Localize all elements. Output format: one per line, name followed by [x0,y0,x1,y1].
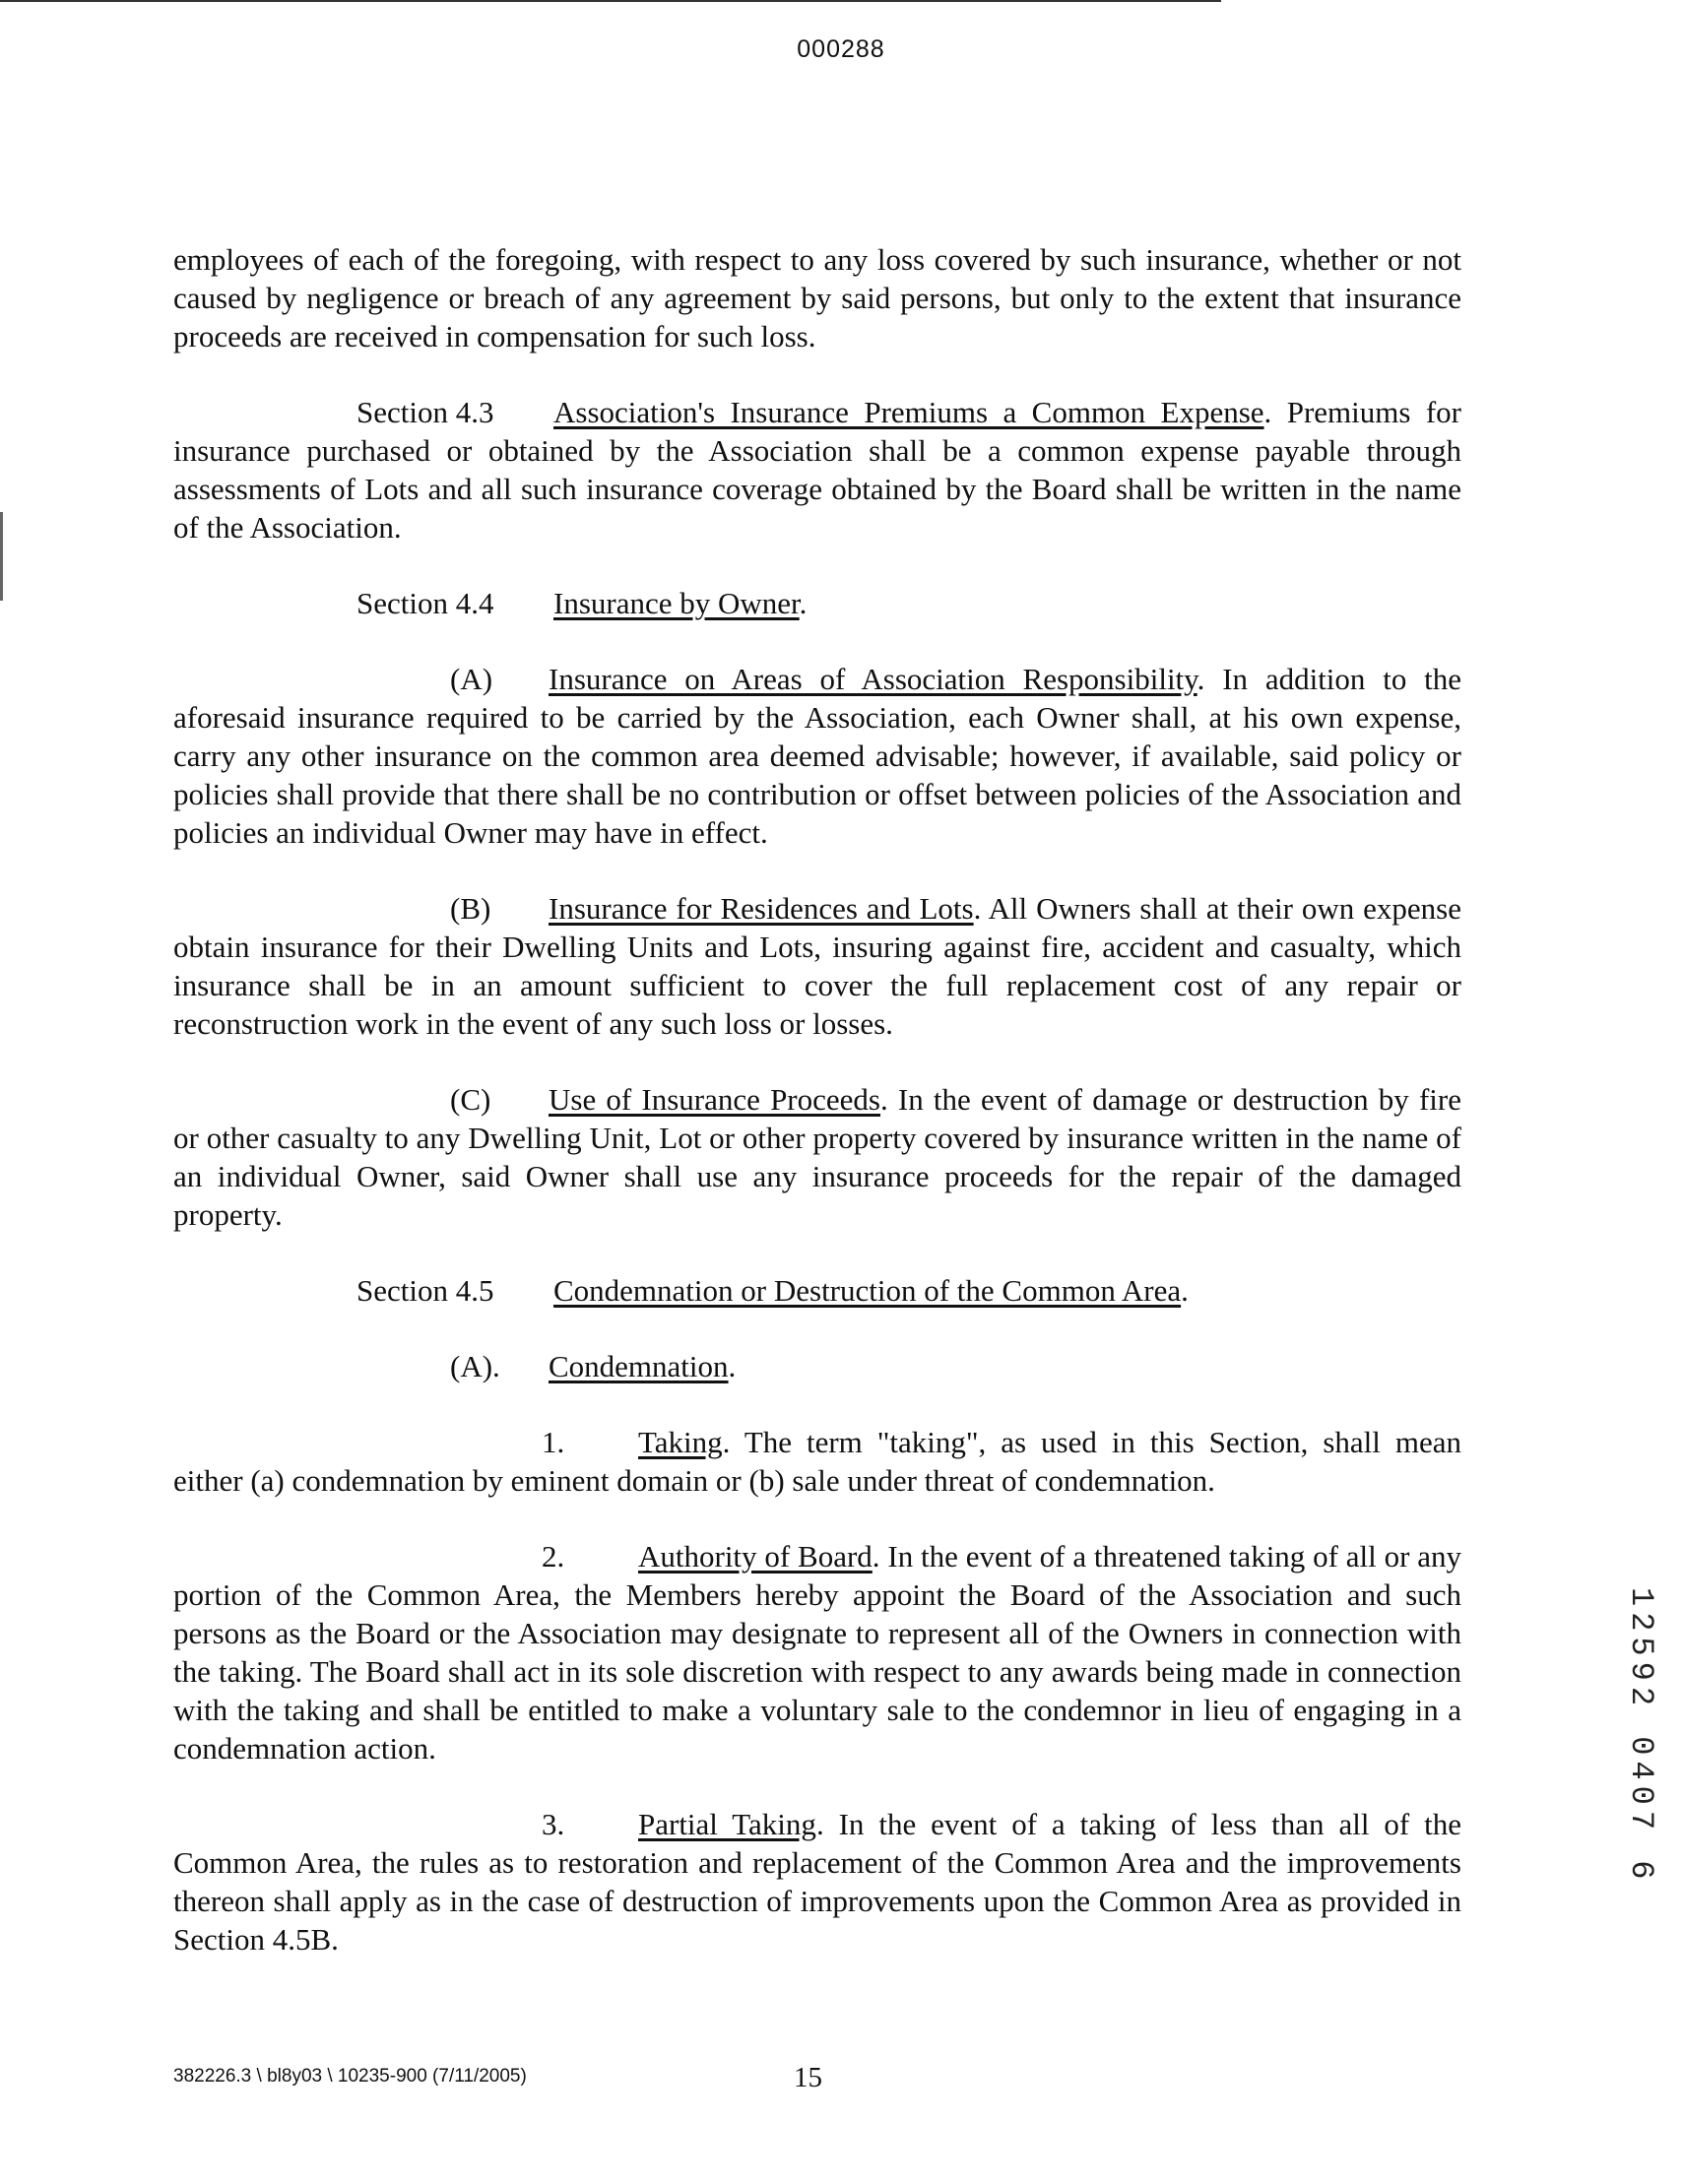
item-label: 3. [542,1807,565,1841]
paragraph-continuation: employees of each of the foregoing, with respect to any loss covered by such insurance, whether or not caused by negligence or breach of any agreement by said persons, but only to the extent that insurance proceeds are received in compensation for such loss. [173,242,1461,353]
section-title: Association's Insurance Premiums a Common Expense [553,395,1264,429]
item-text: The term "taking", as used in this Section, shall mean either (a) condemnation by eminent domain or (b) sale under threat of condemnation. [173,1425,1461,1498]
subsection-title: Condemnation [549,1349,729,1383]
item-text: In the event of a taking of less than all of the Common Area, the rules as to restoration and replacement of the Common Area and the improvements thereon shall apply as in the case of destruction of improvements upon the Common Area as provided in Section 4.5B. [173,1807,1461,1957]
section-title: Condemnation or Destruction of the Common Area [553,1273,1182,1308]
item-2-authority: 2. Authority of Board. In the event of a threatened taking of all or any portion of the Common Area, the Members hereby appoint the Board of the Association and such persons as the Board or the Association may designate to represent all of the Owners in connection with the taking. The Board shall act in its sole discretion with respect to any awards being made in connection with the taking and shall be entitled to make a voluntary sale to the condemnor in lieu of engaging in a condemnation action. [173,1539,1462,1766]
recording-stamp: 12592 0407 6 [1623,1587,1659,1886]
section-4-5: Section 4.5 Condemnation or Destruction of the Common Area. [356,1273,1189,1308]
subsection-text: In the event of damage or destruction by fire or other casualty to any Dwelling Unit, Lot or other property covered by insurance written in the name of an individual Owner, said Owner shall use any insurance proceeds for the repair of the damaged property. [173,1082,1461,1232]
subsection-text: All Owners shall at their own expense obtain insurance for their Dwelling Units and Lots, insuring against fire, accident and casualty, which insurance shall be in an amount sufficient to cover the full replacement cost of any repair or reconstruction work in the event of any such loss or losses. [173,891,1461,1041]
item-label: 1. [542,1425,565,1459]
document-body [173,240,1461,1959]
section-label: Section 4.5 [356,1273,494,1308]
item-title: Taking [638,1425,723,1459]
subsection-4-4-a: (A) Insurance on Areas of Association Responsibility. In addition to the aforesaid insurance required to be carried by the Association, each Owner shall, at his own expense, carry any other insurance on the common area deemed advisable; however, if available, said policy or policies shall provide that there shall be no contribution or offset between policies of the Association and policies an individual Owner may have in effect. [173,662,1461,850]
section-label: Section 4.3 [356,395,494,429]
item-text: In the event of a threatened taking of all or any portion of the Common Area, the Members hereby appoint the Board of the Association and such persons as the Board or the Association may designate to represent all of the Owners in connection with the taking. The Board shall act in its sole discretion with respect to any awards being made in connection with the taking and shall be entitled to make a voluntary sale to the condemnor in lieu of engaging in a condemnation action. [173,1539,1462,1766]
section-text: Premiums for insurance purchased or obtained by the Association shall be a common expense payable through assessments of Lots and all such insurance coverage obtained by the Board shall be written in the name of the Association. [173,395,1461,545]
subsection-title: Insurance on Areas of Association Responsibility [549,662,1197,696]
page-number: 15 [794,2062,822,2093]
item-3-partial-taking: 3. Partial Taking. In the event of a taking of less than all of the Common Area, the rules as to restoration and replacement of the Common Area and the improvements thereon shall apply as in the case of destruction of improvements upon the Common Area as provided in Section 4.5B. [173,1807,1461,1957]
section-label: Section 4.4 [356,586,494,620]
section-4-4: Section 4.4 Insurance by Owner. [356,586,808,620]
subsection-4-4-b: (B) Insurance for Residences and Lots. All Owners shall at their own expense obtain insurance for their Dwelling Units and Lots, insuring against fire, accident and casualty, which insurance shall be in an amount sufficient to cover the full replacement cost of any repair or reconstruction work in the event of any such loss or losses. [173,891,1461,1041]
subsection-label: (A) [450,662,493,696]
subsection-4-5-a: (A). Condemnation. [450,1349,737,1383]
top-scan-edge [0,0,1221,2]
item-title: Authority of Board [638,1539,873,1574]
item-label: 2. [542,1539,565,1574]
subsection-title: Insurance for Residences and Lots [549,891,974,926]
subsection-label: (C) [450,1082,491,1117]
item-title: Partial Taking [638,1807,816,1841]
footer-document-id: 382226.3 \ bl8y03 \ 10235-900 (7/11/2005) [173,2066,527,2087]
subsection-label: (A). [450,1349,500,1383]
subsection-title: Use of Insurance Proceeds [549,1082,880,1117]
section-title: Insurance by Owner [553,586,800,620]
bates-number: 000288 [797,35,885,63]
subsection-4-4-c: (C) Use of Insurance Proceeds. In the event of damage or destruction by fire or other casualty to any Dwelling Unit, Lot or other property covered by insurance written in the name of an individual Owner, said Owner shall use any insurance proceeds for the repair of the damaged property. [173,1082,1461,1232]
scan-margin-mark [0,512,3,601]
item-1-taking: 1. Taking. The term "taking", as used in this Section, shall mean either (a) condemnation by eminent domain or (b) sale under threat of condemnation. [173,1425,1461,1498]
subsection-label: (B) [450,891,491,926]
section-4-3: Section 4.3 Association's Insurance Premiums a Common Expense. Premiums for insurance purchased or obtained by the Association shall be a common expense payable through assessments of Lots and all such insurance coverage obtained by the Board shall be written in the name of the Association. [173,395,1461,545]
subsection-text: In addition to the aforesaid insurance required to be carried by the Association, each Owner shall, at his own expense, carry any other insurance on the common area deemed advisable; however, if available, said policy or policies shall provide that there shall be no contribution or offset between policies of the Association and policies an individual Owner may have in effect. [173,662,1461,850]
